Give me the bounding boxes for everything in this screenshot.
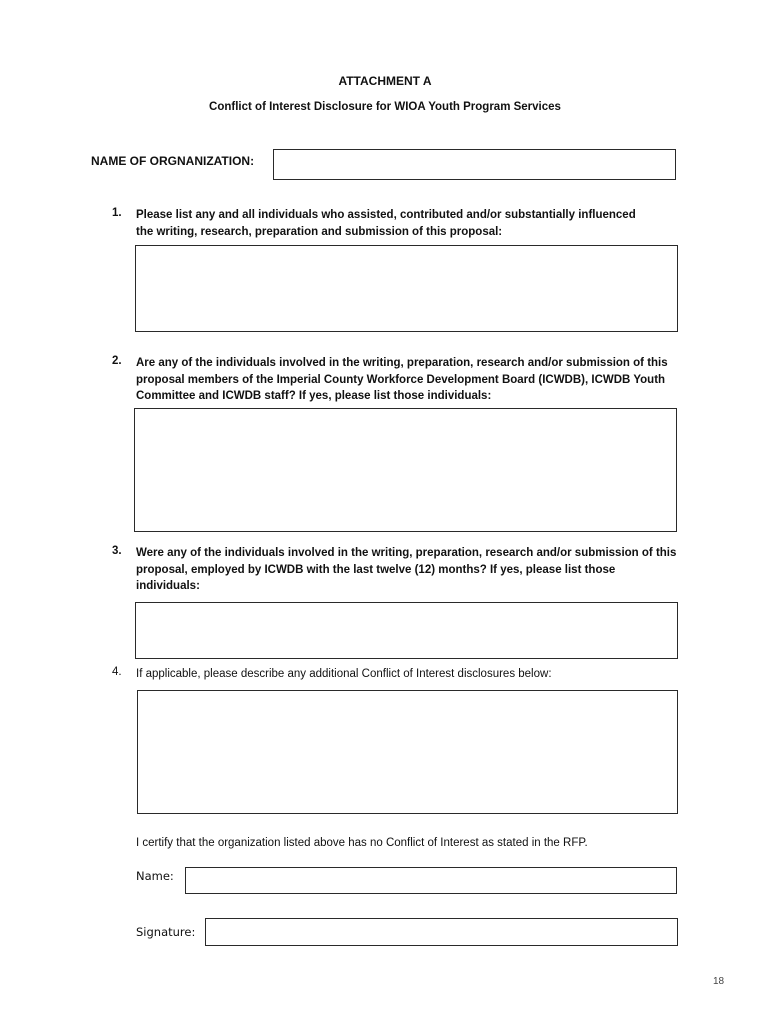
question-1-answer-field[interactable]	[135, 245, 678, 332]
question-3-text: Were any of the individuals involved in the writing, preparation, research and/or submission of this proposal, employed by ICWDB with the last twelve (12) months? If yes, please list those individuals:	[136, 547, 677, 592]
page-title: ATTACHMENT A	[338, 74, 432, 88]
question-2-answer-field[interactable]	[134, 408, 677, 532]
certification-statement: I certify that the organization listed above has no Conflict of Interest as stated in the RFP.	[136, 837, 588, 849]
name-label: Name:	[136, 869, 174, 883]
question-2-text: Are any of the individuals involved in the writing, preparation, research and/or submission of this proposal members of the Imperial County Workforce Development Board (ICWDB), ICWDB Youth Committee and ICWDB staff? If yes, please list those individuals:	[136, 357, 668, 402]
question-1-text: Please list any and all individuals who assisted, contributed and/or substantially influenced the writing, research, preparation and submission of this proposal:	[136, 209, 636, 238]
page-subtitle: Conflict of Interest Disclosure for WIOA Youth Program Services	[209, 101, 561, 113]
question-4-answer-field[interactable]	[137, 690, 678, 814]
signature-field[interactable]	[205, 918, 678, 946]
question-4-text: If applicable, please describe any additional Conflict of Interest disclosures below:	[136, 668, 552, 680]
page-number: 18	[713, 976, 725, 987]
question-4-number: 4.	[112, 666, 122, 678]
organization-label: NAME OF ORGNANIZATION:	[91, 154, 255, 168]
question-1-number: 1.	[112, 207, 122, 219]
question-3-number: 3.	[112, 545, 122, 557]
organization-name-field[interactable]	[273, 149, 676, 180]
question-2-number: 2.	[112, 355, 122, 367]
signature-label: Signature:	[136, 925, 196, 939]
name-field[interactable]	[185, 867, 677, 894]
question-3-answer-field[interactable]	[135, 602, 678, 659]
